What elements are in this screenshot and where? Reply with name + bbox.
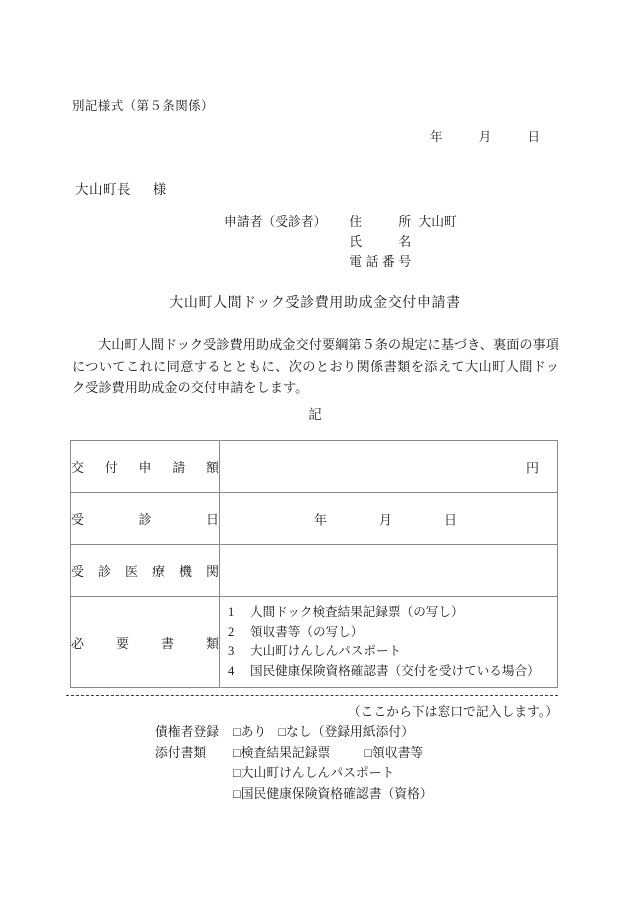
applicant-heading: 申請者（受診者） xyxy=(224,215,327,229)
date-month-label: 月 xyxy=(478,130,492,144)
date-day-label: 日 xyxy=(527,130,541,144)
currency-unit-yen: 円 xyxy=(525,460,539,475)
value-medical-institution[interactable] xyxy=(220,545,558,597)
applicant-block xyxy=(224,212,457,272)
application-table xyxy=(70,440,558,688)
applicant-name-row xyxy=(224,232,457,252)
checkbox-attachment-kenshin-passport[interactable]: □大山町けんしんパスポート xyxy=(233,766,395,780)
date-year-label: 年 xyxy=(430,130,443,144)
applicant-address-label: 住所 xyxy=(349,215,412,229)
list-item-number: 2 xyxy=(228,624,235,639)
applicant-address-value: 大山町 xyxy=(418,215,457,229)
addressee-honorific: 様 xyxy=(152,182,167,197)
applicant-name-label: 氏名 xyxy=(349,235,412,249)
exam-date-year-label: 年 xyxy=(314,512,328,527)
list-item-label: 人間ドック検査結果記録票（の写し） xyxy=(250,605,464,619)
cut-line-separator xyxy=(66,695,558,696)
list-item-number: 4 xyxy=(228,663,235,678)
checkbox-creditor-yes[interactable]: □あり xyxy=(233,725,267,739)
list-item-label: 国民健康保険資格確認書（交付を受けている場合） xyxy=(250,663,540,678)
document-title: 大山町人間ドック受診費用助成金交付申請書 xyxy=(169,296,461,311)
ki-marker: 記 xyxy=(308,407,322,422)
exam-date-day-label: 日 xyxy=(444,512,458,527)
label-grant-amount: 交付申請額 xyxy=(71,441,220,493)
exam-date-month-label: 月 xyxy=(379,512,393,527)
value-grant-amount[interactable] xyxy=(220,441,558,493)
list-item-number: 3 xyxy=(228,644,235,658)
body-paragraph-text: 大山町人間ドック受診費用助成金交付要綱第５条の規定に基づき、裏面の事項についてこれに同意するとともに、次のとおり関係書類を添えて大山町人間ドック受診費用助成金の交付申請をします。 xyxy=(72,337,559,395)
label-required-documents: 必要書類 xyxy=(71,597,220,688)
office-use-note: （ここから下は窓口で記入します。） xyxy=(347,705,558,719)
list-item xyxy=(228,642,557,662)
list-item-number: 1 xyxy=(228,605,235,619)
label-medical-institution: 受診医療機関 xyxy=(71,545,220,597)
applicant-phone-label: 電話番号 xyxy=(349,255,412,269)
addressee xyxy=(75,178,167,198)
table-row-exam-date xyxy=(71,493,558,545)
list-item xyxy=(228,603,557,623)
table-row-required-documents xyxy=(71,597,558,688)
value-required-documents xyxy=(220,597,558,688)
list-item-label: 領収書等（の写し） xyxy=(250,624,364,639)
table-row-medical-institution xyxy=(71,545,558,597)
checkbox-creditor-no[interactable]: □なし（登録用紙添付） xyxy=(278,725,415,739)
attachments-row-1 xyxy=(155,743,433,764)
applicant-address-row xyxy=(224,212,457,232)
value-exam-date[interactable] xyxy=(220,493,558,545)
required-documents-list xyxy=(220,597,557,687)
document-date-line xyxy=(430,127,540,145)
creditor-registration-label: 債権者登録 xyxy=(155,725,219,739)
checkbox-attachment-exam-record[interactable]: □検査結果記録票 xyxy=(233,745,331,760)
body-paragraph xyxy=(72,334,559,399)
label-exam-date: 受診日 xyxy=(71,493,220,545)
checkbox-attachment-insurance-certificate[interactable]: □国民健康保険資格確認書（資格） xyxy=(233,786,433,801)
list-item xyxy=(228,662,557,682)
creditor-registration-row xyxy=(155,722,433,743)
list-item-label: 大山町けんしんパスポート xyxy=(250,644,402,658)
checkbox-attachment-receipt[interactable]: □領収書等 xyxy=(364,745,424,760)
attachments-row-3 xyxy=(155,784,433,805)
list-item xyxy=(228,623,557,643)
table-row-grant-amount xyxy=(71,441,558,493)
applicant-phone-row xyxy=(224,252,457,272)
office-use-section xyxy=(155,722,433,804)
attachments-label: 添付書類 xyxy=(155,745,207,760)
attachments-row-2 xyxy=(155,763,433,784)
form-reference-number: 別記様式（第５条関係） xyxy=(72,99,214,113)
addressee-name: 大山町長 xyxy=(75,182,131,197)
